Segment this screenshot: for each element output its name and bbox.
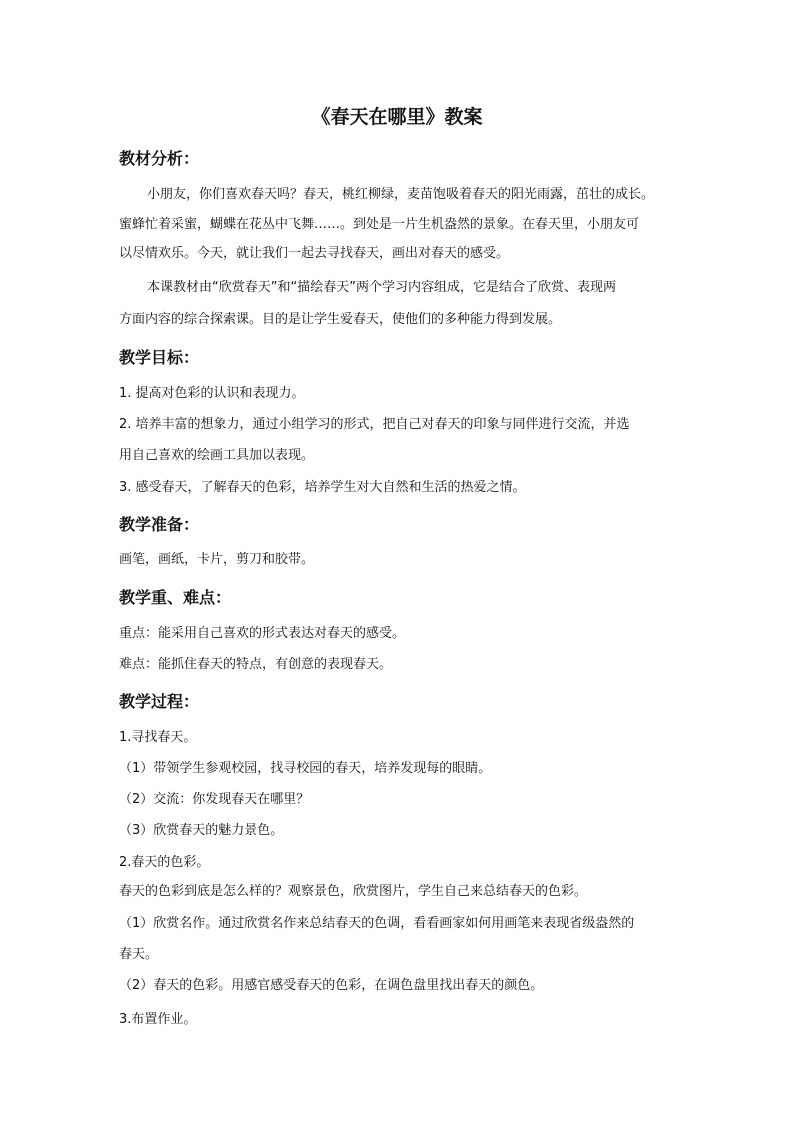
goals-line: 2. 培养丰富的想象力，通过小组学习的形式，把自己对春天的印象与同伴进行交流，并选 (119, 417, 630, 432)
process-line: 1.寻找春天。 (119, 730, 197, 745)
process-line: 春天。 (119, 947, 159, 962)
key-line: 重点：能采用自己喜欢的形式表达对春天的感受。 (119, 626, 406, 641)
process-line: （1）带领学生参观校园，找寻校园的春天，培养发现每的眼睛。 (119, 761, 492, 776)
key-line: 难点：能抓住春天的特点，有创意的表现春天。 (119, 657, 393, 672)
document-title: 《春天在哪里》教案 (311, 106, 483, 128)
process-line: （2）交流：你发现春天在哪里？ (119, 792, 310, 807)
prep-line: 画笔，画纸，卡片，剪刀和胶带。 (119, 552, 315, 567)
heading-key: 教学重、难点： (119, 588, 232, 607)
analysis-line: 本课教材由“欣赏春天”和“描绘春天”两个学习内容组成，它是结合了欣赏、表现两 (147, 280, 616, 295)
process-line: 春天的色彩到底是怎么样的？观察景色，欣赏图片，学生自己来总结春天的色彩。 (119, 884, 588, 899)
process-line: （2）春天的色彩。用感官感受春天的色彩，在调色盘里找出春天的颜色。 (119, 978, 544, 993)
process-line: 3.布置作业。 (119, 1012, 197, 1027)
analysis-line: 方面内容的综合探索课。目的是让学生爱春天，使他们的多种能力得到发展。 (119, 312, 562, 327)
analysis-line: 蜜蜂忙着采蜜，蝴蝶在花丛中飞舞……。到处是一片生机盎然的景象。在春天里，小朋友可 (119, 217, 640, 232)
process-line: （3）欣赏春天的魅力景色。 (119, 823, 284, 838)
process-line: （1）欣赏名作。通过欣赏名作来总结春天的色调，看看画家如何用画笔来表现省级盎然的 (119, 916, 635, 931)
heading-prep: 教学准备： (119, 515, 200, 534)
analysis-line: 小朋友，你们喜欢春天吗？春天，桃红柳绿，麦苗饱吸着春天的阳光雨露，茁壮的成长。 (147, 187, 655, 202)
analysis-line: 以尽情欢乐。今天，就让我们一起去寻找春天，画出对春天的感受。 (119, 246, 510, 261)
goals-line: 3. 感受春天，了解春天的色彩，培养学生对大自然和生活的热爱之情。 (119, 480, 526, 495)
goals-line: 用自己喜欢的绘画工具加以表现。 (119, 448, 315, 463)
heading-process: 教学过程： (119, 692, 200, 711)
heading-goals: 教学目标： (119, 348, 200, 367)
goals-line: 1. 提高对色彩的认识和表现力。 (119, 386, 305, 401)
heading-analysis: 教材分析： (119, 149, 200, 168)
process-line: 2.春天的色彩。 (119, 855, 210, 870)
